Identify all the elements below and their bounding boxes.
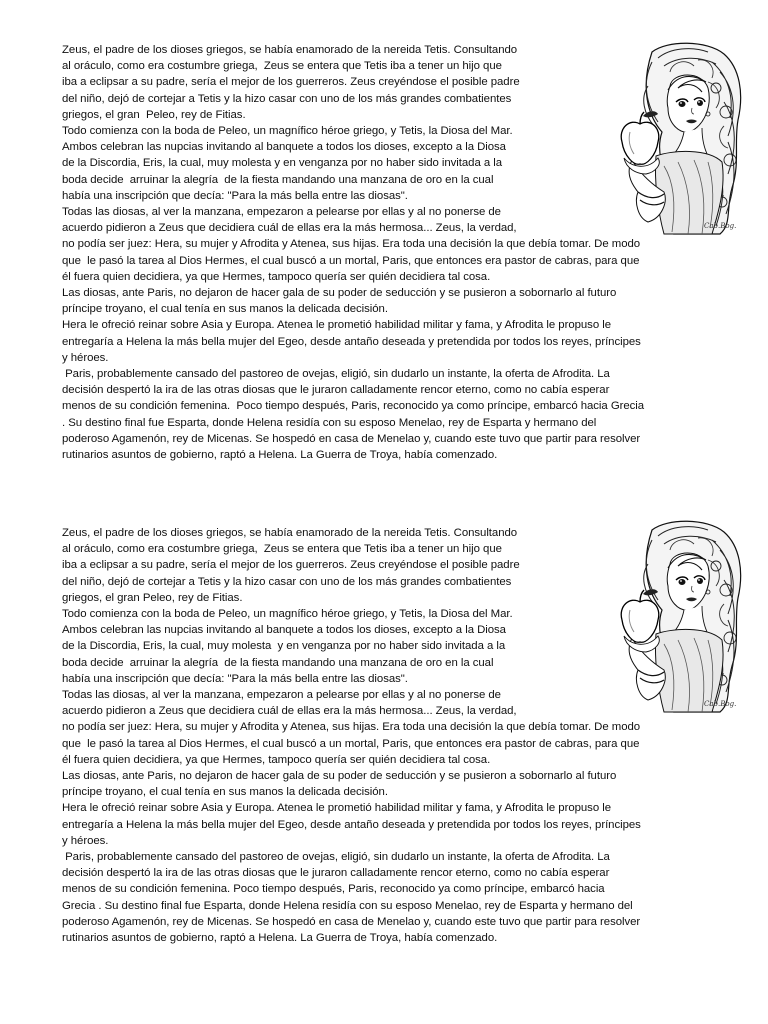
text-line: del niño, dejó de cortejar a Tetis y la hizo casar con uno de los más grandes combatientes: [62, 92, 512, 105]
text-line: acuerdo pidieron a Zeus que decidiera cuál de ellas era la más hermosa... Zeus, la verdad,: [62, 705, 517, 718]
text-line: acuerdo pidieron a Zeus que decidiera cuál de ellas era la más hermosa... Zeus, la verdad,: [62, 222, 517, 235]
text-line: poderoso Agamenón, rey de Micenas. Se hospedó en casa de Menelao y, cuando este tuvo que partir para resolver: [62, 915, 641, 928]
text-line: poderoso Agamenón, rey de Micenas. Se hospedó en casa de Menelao y, cuando este tuvo que partir para resolver: [62, 432, 641, 445]
text-line: Todo comienza con la boda de Peleo, un magnífico héroe griego, y Tetis, la Diosa del Mar.: [62, 125, 513, 138]
text-line: y héroes.: [62, 351, 109, 364]
text-line: Hera le ofreció reinar sobre Asia y Europa. Atenea le prometió habilidad militar y fama, y Afrodita le propuso le: [62, 802, 611, 815]
text-line: Ambos celebran las nupcias invitando al banquete a todos los dioses, excepto a la Diosa: [62, 624, 506, 637]
text-line: Todas las diosas, al ver la manzana, empezaron a pelearse por ellas y al no ponerse de: [62, 206, 501, 219]
text-line: griegos, el gran Peleo, rey de Fitias.: [62, 108, 246, 121]
text-line: no podía ser juez: Hera, su mujer y Afrodita y Atenea, sus hijas. Era toda una decisión la que debía tomar. De modo: [62, 721, 641, 734]
text-line: entregaría a Helena la más bella mujer del Egeo, desde antaño deseada y pretendida por todos los reyes, príncipes: [62, 818, 641, 831]
text-line: Hera le ofreció reinar sobre Asia y Europa. Atenea le prometió habilidad militar y fama, y Afrodita le propuso le: [62, 319, 611, 332]
text-line: . Su destino final fue Esparta, donde Helena residía con su esposo Menelao, rey de Esparta y hermano del: [62, 416, 597, 429]
artist-signature: Cab.Bog.: [704, 222, 737, 230]
text-line: Todas las diosas, al ver la manzana, empezaron a pelearse por ellas y al no ponerse de: [62, 689, 501, 702]
text-line: rutinarios asuntos de gobierno, raptó a Helena. La Guerra de Troya, había comenzado.: [62, 932, 498, 945]
text-line: iba a eclipsar a su padre, sería el mejor de los guerreros. Zeus creyéndose el posible padre: [62, 559, 520, 572]
text-line: Las diosas, ante Paris, no dejaron de hacer gala de su poder de seducción y se pusieron a sobornarlo al futuro: [62, 770, 617, 783]
goddess-with-apple-icon: [612, 520, 744, 713]
text-line: menos de su condición femenina. Poco tiempo después, Paris, reconocido ya como príncipe, embarcó hacia Grecia: [62, 400, 645, 413]
text-line: Las diosas, ante Paris, no dejaron de hacer gala de su poder de seducción y se pusieron a sobornarlo al futuro: [62, 287, 617, 300]
text-line: rutinarios asuntos de gobierno, raptó a Helena. La Guerra de Troya, había comenzado.: [62, 449, 498, 462]
text-line: él fuera quien decidiera, ya que Hermes, tampoco quería ser quién decidiera tal cosa.: [62, 270, 491, 283]
text-line: había una inscripción que decía: "Para la más bella entre las diosas".: [62, 189, 408, 202]
text-line: Zeus, el padre de los dioses griegos, se había enamorado de la nereida Tetis. Consultando: [62, 527, 518, 539]
text-line: menos de su condición femenina. Poco tiempo después, Paris, reconocido ya como príncipe, embarcó hacia: [62, 883, 605, 896]
text-line: al oráculo, como era costumbre griega, Zeus se entera que Tetis iba a tener un hijo que: [62, 543, 502, 556]
text-line: decisión despertó la ira de las otras diosas que le juraron calladamente rencor eterno, como no cabía esperar: [62, 384, 610, 397]
text-line: y héroes.: [62, 834, 109, 847]
goddess-illustration-2: [612, 520, 744, 713]
text-line: griegos, el gran Peleo, rey de Fitias.: [62, 591, 243, 604]
text-line: decisión despertó la ira de las otras diosas que le juraron calladamente rencor eterno, como no cabía esperar: [62, 867, 610, 880]
text-line: él fuera quien decidiera, ya que Hermes, tampoco quería ser quién decidiera tal cosa.: [62, 753, 491, 766]
text-line: no podía ser juez: Hera, su mujer y Afrodita y Atenea, sus hijas. Era toda una decisión la que debía tomar. De modo: [62, 238, 641, 251]
text-line: Paris, probablemente cansado del pastoreo de ovejas, eligió, sin dudarlo un instante, la oferta de Afrodita. La: [62, 368, 610, 381]
goddess-with-apple-icon: [612, 42, 744, 235]
text-line: del niño, dejó de cortejar a Tetis y la hizo casar con uno de los más grandes combatientes: [62, 575, 512, 588]
text-line: iba a eclipsar a su padre, sería el mejor de los guerreros. Zeus creyéndose el posible padre: [62, 76, 520, 89]
text-line: Grecia . Su destino final fue Esparta, donde Helena residía con su esposo Menelao, rey de Esparta y hermano del: [62, 899, 633, 912]
text-line: Paris, probablemente cansado del pastoreo de ovejas, eligió, sin dudarlo un instante, la oferta de Afrodita. La: [62, 851, 610, 864]
text-line: que le pasó la tarea al Dios Hermes, el cual buscó a un mortal, Paris, que entonces era pastor de cabras, para que: [62, 737, 640, 750]
text-line: Todo comienza con la boda de Peleo, un magnífico héroe griego, y Tetis, la Diosa del Mar.: [62, 608, 513, 621]
text-line: Ambos celebran las nupcias invitando al banquete a todos los dioses, excepto a la Diosa: [62, 141, 506, 154]
artist-signature: Cab.Bog.: [704, 700, 737, 708]
text-line: príncipe troyano, el cual tenía en sus manos la delicada decisión.: [62, 786, 388, 799]
text-line: de la Discordia, Eris, la cual, muy molesta y en venganza por no haber sido invitada a la: [62, 157, 503, 170]
text-line: Zeus, el padre de los dioses griegos, se había enamorado de la nereida Tetis. Consultando: [62, 44, 518, 56]
text-line: que le pasó la tarea al Dios Hermes, el cual buscó a un mortal, Paris, que entonces era pastor de cabras, para que: [62, 254, 640, 267]
text-line: entregaría a Helena la más bella mujer del Egeo, desde antaño deseada y pretendida por todos los reyes, príncipes: [62, 335, 641, 348]
text-line: boda decide arruinar la alegría de la fiesta mandando una manzana de oro en la cual: [62, 173, 494, 186]
goddess-illustration-1: [612, 42, 744, 235]
text-line: al oráculo, como era costumbre griega, Zeus se entera que Tetis iba a tener un hijo que: [62, 60, 502, 73]
text-line: boda decide arruinar la alegría de la fiesta mandando una manzana de oro en la cual: [62, 656, 494, 669]
text-line: de la Discordia, Eris, la cual, muy molesta y en venganza por no haber sido invitada a la: [62, 640, 506, 653]
text-line: príncipe troyano, el cual tenía en sus manos la delicada decisión.: [62, 303, 388, 316]
text-line: había una inscripción que decía: "Para la más bella entre las diosas".: [62, 672, 408, 685]
